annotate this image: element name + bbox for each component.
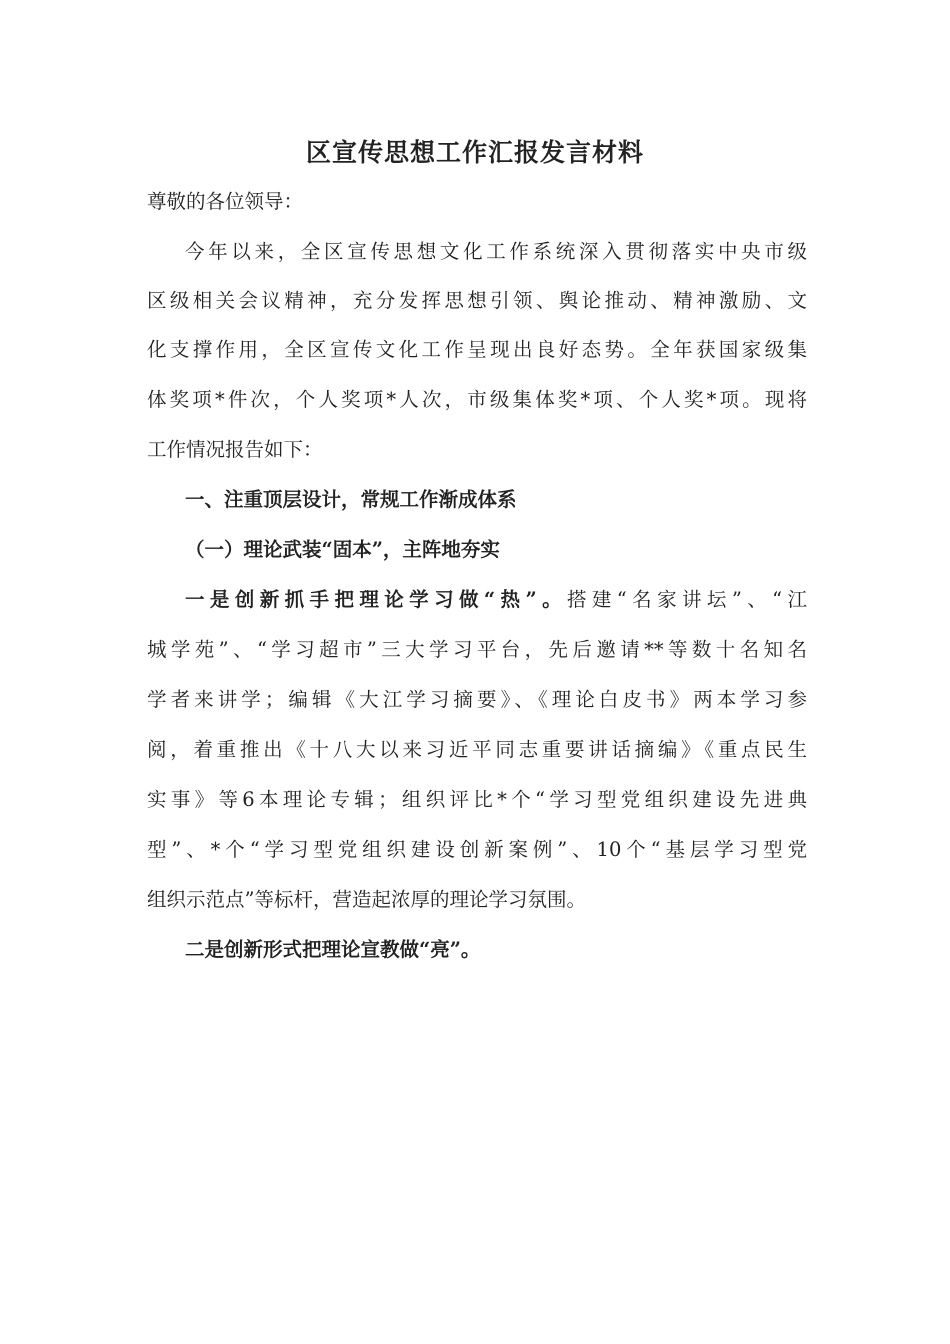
item-1-line-5: 实事》等6本理论专辑；组织评比*个“学习型党组织建设先进典 bbox=[147, 788, 807, 811]
item-1-line-4: 阅，着重推出《十八大以来习近平同志重要讲话摘编》《重点民生 bbox=[147, 738, 807, 761]
item-1-line-2: 城学苑”、“学习超市”三大学习平台，先后邀请**等数十名知名 bbox=[147, 638, 807, 661]
intro-line-3: 化支撑作用，全区宣传文化工作呈现出良好态势。全年获国家级集 bbox=[147, 338, 807, 361]
item-2-heading: 二是创新形式把理论宣教做“亮”。 bbox=[185, 938, 481, 961]
intro-line-1: 今年以来，全区宣传思想文化工作系统深入贯彻落实中央市级 bbox=[185, 240, 807, 263]
salutation: 尊敬的各位领导： bbox=[147, 190, 304, 213]
subsection-1-heading: （一）理论武装“固本”，主阵地夯实 bbox=[185, 538, 500, 561]
item-1-first-line bbox=[185, 586, 807, 614]
item-1-first-rest: 搭建“名家讲坛”、“江 bbox=[566, 588, 807, 611]
item-1-line-3: 学者来讲学；编辑《大江学习摘要》、《理论白皮书》两本学习参 bbox=[147, 688, 807, 711]
item-1-line-6: 型”、*个“学习型党组织建设创新案例”、10个“基层学习型党 bbox=[147, 838, 807, 861]
intro-line-5: 工作情况报告如下： bbox=[147, 438, 323, 461]
item-1-lead: 一是创新抓手把理论学习做“热”。 bbox=[185, 588, 567, 611]
intro-line-2: 区级相关会议精神，充分发挥思想引领、舆论推动、精神激励、文 bbox=[147, 289, 807, 312]
document-title: 区宣传思想工作汇报发言材料 bbox=[305, 138, 644, 167]
intro-line-4: 体奖项*件次，个人奖项*人次，市级集体奖*项、个人奖*项。现将 bbox=[147, 388, 807, 411]
section-1-heading: 一、注重顶层设计，常规工作渐成体系 bbox=[185, 488, 517, 511]
item-1-line-7: 组织示范点”等标杆，营造起浓厚的理论学习氛围。 bbox=[147, 888, 586, 911]
